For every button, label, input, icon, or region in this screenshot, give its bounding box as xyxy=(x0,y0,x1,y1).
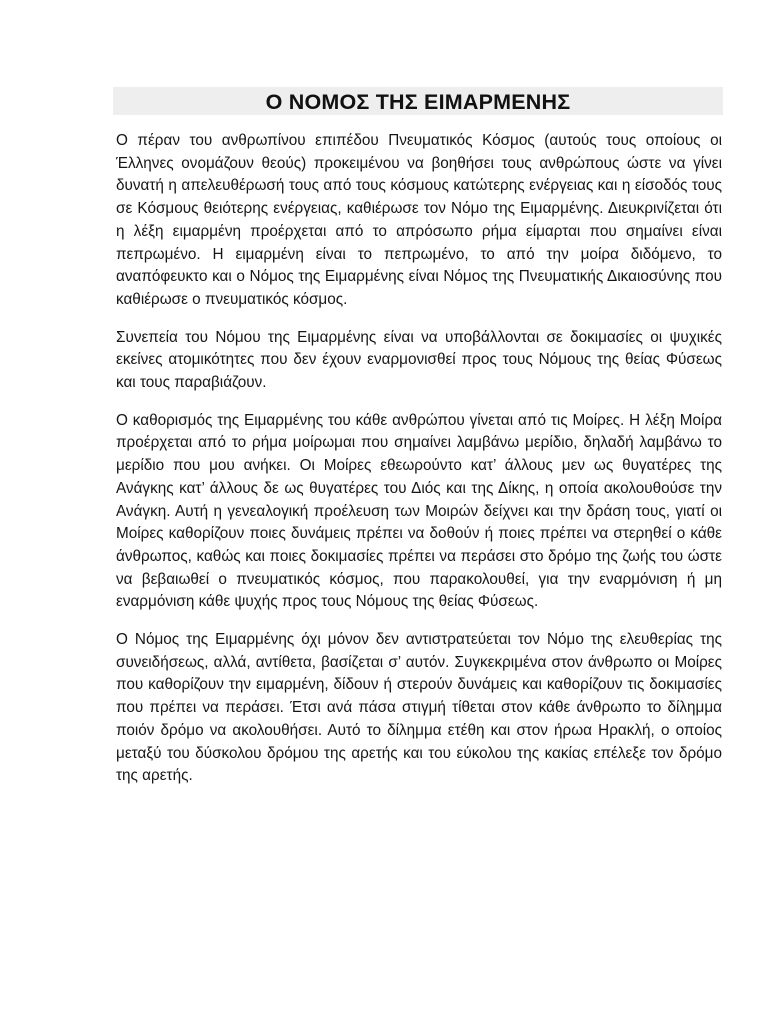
paragraph-2: Συνεπεία του Νόμου της Ειμαρμένης είναι να υποβάλλονται σε δοκιμασίες οι ψυχικές εκείνες ατομικότητες που δεν έχουν εναρμονισθεί προς τους Νόμους της θείας Φύσεως και τους παραβιάζουν. xyxy=(116,328,722,392)
document-title: Ο ΝΟΜΟΣ ΤΗΣ ΕΙΜΑΡΜΕΝΗΣ xyxy=(265,90,571,114)
paragraph-4: Ο Νόμος της Ειμαρμένης όχι μόνον δεν αντιστρατεύεται τον Νόμο της ελευθερίας της συνειδήσεως, αλλά, αντίθετα, βασίζεται σ’ αυτόν. Συγκεκριμένα στον άνθρωπο οι Μοίρες που καθορίζουν την ειμαρμένη, δίδουν ή στερούν δυνάμεις και καθορίζουν τις δοκιμασίες που πρέπει να περάσει. Έτσι ανά πάσα στιγμή τίθεται στον κάθε άνθρωπο το δίλημμα ποιόν δρόμο να ακολουθήσει. Αυτό το δίλημμα ετέθη και στον ήρωα Ηρακλή, ο οποίος μεταξύ του δύσκολου δρόμου της αρετής και του εύκολου της κακίας επέλεξε τον δρόμο της αρετής. xyxy=(116,631,722,785)
paragraph-1: Ο πέραν του ανθρωπίνου επιπέδου Πνευματικός Κόσμος (αυτούς τους οποίους οι Έλληνες ονομάζουν θεούς) προκειμένου να βοηθήσει τους ανθρώπους ώστε να γίνει δυνατή η απελευθέρωσή τους από τους κόσμους κατώτερης ενέργειας και η είσοδός τους σε Κόσμους θειότερης ενέργειας, καθιέρωσε τον Νόμο της Ειμαρμένης. Διευκρινίζεται ότι η λέξη ειμαρμένη προέρχεται από το απρόσωπο ρήμα είμαρται που σημαίνει είναι πεπρωμένο. Η ειμαρμένη είναι το πεπρωμένο, το από την μοίρα διδόμενο, το αναπόφευκτο και ο Νόμος της Ειμαρμένης είναι Νόμος της Πνευματικής Δικαιοσύνης που καθιέρωσε ο πνευματικός κόσμος. xyxy=(116,132,722,308)
document-body xyxy=(116,130,722,803)
paragraph-3: Ο καθορισμός της Ειμαρμένης του κάθε ανθρώπου γίνεται από τις Μοίρες. Η λέξη Μοίρα προέρχεται από το ρήμα μοίρωμαι που σημαίνει λαμβάνω μερίδιο, δηλαδή λαμβάνω το μερίδιο που μου ανήκει. Οι Μοίρες εθεωρούντο κατ’ άλλους μεν ως θυγατέρες της Ανάγκης κατ’ άλλους δε ως θυγατέρες του Διός και της Δίκης, η οποία ακολουθούσε την Ανάγκη. Αυτή η γενεαλογική προέλευση των Μοιρών δείχνει και την δράση τους, γιατί οι Μοίρες καθορίζουν ποιες δυνάμεις πρέπει να δοθούν ή ποιες πρέπει να στερηθεί ο κάθε άνθρωπος, καθώς και ποιες δοκιμασίες πρέπει να περάσει στο δρόμο της ζωής του ώστε να βεβαιωθεί ο πνευματικός κόσμος, που παρακολουθεί, για την εναρμόνιση ή μη εναρμόνιση κάθε ψυχής προς τους Νόμους της θείας Φύσεως. xyxy=(116,411,722,611)
